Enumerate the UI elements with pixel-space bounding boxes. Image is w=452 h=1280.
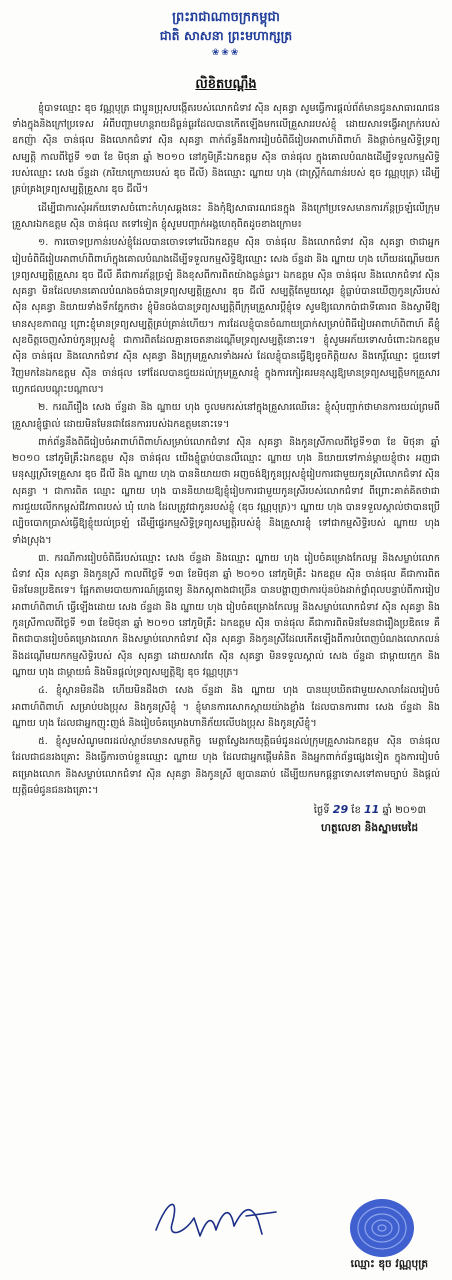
date-year: ២០១៣ <box>395 805 426 817</box>
paragraph-point-2-detail: ពាក់ព័ន្ធនឹងពិធីរៀបចំអាពាហ៍ពិពាហ៍សម្រាប់លោកជំទាវ ស៊ិន សុគន្ធា និងកូនស្រីកាលពីថ្ងៃទី១៣ ខែ មិថុនា ឆ្នាំ ២០១០ នៅភូមិគ្រឹះឯកឧត្តម ស៊ិន ចាន់ផុល យើងខ្ញុំធ្លាប់បានលឺឈ្មោះ ណ្ឋាយ ហុង និយាយទៅកាន់ម្ដាយខ្ញុំថា៖ អញជាមនុស្សស្រីទេគ្រួសារ ឌុច ជីលី និង ណ្ឋាយ ហុង បាននិយាយថា អញចង់ឱ្យកូនប្រុសខ្ញុំរៀបការជាមួយកូនស្រីលោកជំទាវ ស៊ិន សុគន្ធា ។ ជាការពិត ឈ្មោះ ណ្ឋាយ ហុង បាននិយាយឱ្យខ្ញុំរៀបការជាមួយកូនស្រីរបស់លោកជំទាវ ពីព្រោះគាត់គិតថាជាការជួយលើកកម្ពស់ជីវភាពរបស់ ឃុំ ហេង ដែលត្រូវជាកូនរបស់ខ្ញុំ (ឌុច វណ្ណបុត្រ)។ ណ្ឋាយ ហុង បានទទួលស្គាល់ថាបានប្រើល្បិចបោកប្រាស់ធ្វើឱ្យខ្ញុំយល់ច្រឡំ ដើម្បីផ្ទេរកម្មសិទ្ធិទ្រព្យសម្បត្តិរបស់ខ្ញុំ និងគ្រួសារខ្ញុំ ទៅជាកម្មសិទ្ធិរបស់ ណ្ឋាយ ហុង ទាំងស្រុង។ <box>12 436 440 546</box>
paragraph-point-2: ២. ករណីរឿង សេង ច័ន្ទដា និង ណ្ឋាយ ហុង ចូលមករស់នៅក្នុងគ្រួសារឈើនេះ ខ្ញុំសុំបញ្ជាក់ថាមានការយល់ព្រមពីគ្រួសារខ្ញុំផ្ទាល់ ដោយមិនមែនជាផែនការរបស់ឯកឧត្តមនោះទេ។ <box>12 402 440 430</box>
national-motto <box>12 10 440 44</box>
date-line <box>12 803 440 818</box>
date-prefix: ថ្ងៃទី <box>313 805 330 817</box>
month-prefix: ខែ <box>351 805 361 817</box>
paragraph-intro: ខ្ញុំបាទឈ្មោះ ឌុច វណ្ណបុត្រ ជាប្អូនប្រុសបង្កើតរបស់លោកជំទាវ ស៊ិន សុគន្ធា សូមធ្វើការផ្ដល់ព័ត៌មានជូនសាធារណជនទាំងក្នុងនិងក្រៅប្រទេស អំពីបញ្ហាមហន្តរាយដ៏ធ្ងន់ធ្ងរដែលបានកើតឡើងមកលើគ្រួសាររបស់ខ្ញុំ ដោយសារទង្វើអាក្រក់របស់ឧកញ៉ា ស៊ិន ចាន់ផុល និងលោកជំទាវ ស៊ិន សុគន្ធា ពាក់ព័ន្ធនឹងការរៀបចំពិធីរៀបអាពាហ៍ពិពាហ៍ និងផ្ដាច់កម្មសិទ្ធិទ្រព្យសម្បត្តិ កាលពីថ្ងៃទី ១៣ ខែ មិថុនា ឆ្នាំ ២០១០ នៅភូមិគ្រឹះឯកឧត្តម ស៊ិន ចាន់ផុល ក្នុងគោលបំណងដើម្បីទទួលកម្មសិទ្ធិរបស់ឈ្មោះ សេង ច័ន្ទដា (ភរិយាក្រោយរបស់ ឌុច ជីលី) និងឈ្មោះ ណ្ឋាយ ហុង (ជាស្ត្រីកំណាន់របស់ ឌុច វណ្ណបុត្រ) ដើម្បីគ្រប់គ្រងទ្រព្យសម្បត្តិគ្រួសារ ឌុច ជីលី។ <box>12 102 440 196</box>
date-month: 11 <box>364 803 380 817</box>
letter-body <box>12 101 440 799</box>
document-title: លិខិតបណ្ដឹង <box>195 76 257 92</box>
motto-kingdom: ព្រះរាជាណាចក្រកម្ពុជា <box>172 10 280 25</box>
paragraph-point-4: ៤. ខ្ញុំស្ថានមិនដឹង ហើយមិនដឹងថា សេង ច័ន្ទដា និង ណ្ឋាយ ហុង បានឃុបឃិតជាមួយសាលាដែលរៀបចំអាពាហ៍ពិពាហ៍ សម្រាប់បងប្រុស និងកូនស្រីខ្ញុំ ។ ខ្ញុំមានការសោកស្ដាយយ៉ាងខ្លាំង ដែលបានការពារ សេង ច័ន្ទដា និង ណ្ឋាយ ហុង ដែលជាអ្នកញុះញង់ និងរៀបចំគម្រោងហានិភ័យលើបងប្រុស និងកូនស្រីខ្ញុំ។ <box>12 685 440 729</box>
paragraph-point-3: ៣. ករណីការរៀបចំពិធីរបស់ឈ្មោះ សេង ច័ន្ទដា និងឈ្មោះ ណ្ឋាយ ហុង រៀបចំគម្រោងកែលម្អ និងសម្លាប់លោកជំទាវ ស៊ិន សុគន្ធា និងកូនស្រី កាលពីថ្ងៃទី ១៣ ខែមិថុនា ឆ្នាំ ២០១០ នៅភូមិគ្រឹះ ឯកឧត្តម ស៊ិន ចាន់ផុល គឺជាការពិតមិនមែនប្រឌិតទេ។ ផ្អែកតាមរបាយការណ៍គ្រូពេទ្យ និងភស្តុតាងជាច្រើន បានបង្ហាញថាការប៉ុនប៉ងដាក់ថ្នាំពុលបន្ទាប់ពីការរៀបអាពាហ៍ពិពាហ៍ ធ្វើឡើងដោយ សេង ច័ន្ទដា និង ណ្ឋាយ ហុង រៀបចំគម្រោងកែលម្អ និងសម្លាប់លោកជំទាវ ស៊ិន សុគន្ធា និងកូនស្រីកាលពីថ្ងៃទី ១៣ ខែមិថុនា ឆ្នាំ ២០១០ នៅភូមិគ្រឹះ ឯកឧត្តម ស៊ិន ចាន់ផុល គឺជាការពិតមិនមែនជារឿងប្រឌិតទេ គឺពិតជាបានរៀបចំគម្រោងលោក និងសម្លាប់លោកជំទាវ ស៊ិន សុគន្ធា និងកូនស្រីដែលកើតឡើងពីការបំពេញបំណងលោភលន់ និងដណ្ដើមយកកម្មសិទ្ធិរបស់ ស៊ិន សុគន្ធា ដោយសារតែ ស៊ិន សុគន្ធា មិនទទួលស្គាល់ សេង ច័ន្ទដា ជាម្ដាយក្មេក និង ណ្ឋាយ ហុង ជាម្ដាយធំ និងមិនផ្ដល់ទ្រព្យសម្បត្តិឱ្យ ឌុច វណ្ណបុត្រ។ <box>12 552 440 678</box>
signature-caption: ហត្ថលេខា និងស្នាមមេដៃ <box>321 822 418 835</box>
paragraph-point-5: ៥. ខ្ញុំសូមសំណូមពរដល់ស្ថាប័នមានសមត្ថកិច្ច មេត្តាស្វែងរកយុត្តិធម៌ជូនដល់ក្រុមគ្រួសារឯកឧត្តម ស៊ិន ចាន់ផុល ដែលជាជនរងគ្រោះ និងធ្វើការចាប់ខ្លួនឈ្មោះ ណ្ឋាយ ហុង ដែលជាអ្នកផ្ដើមគំនិត និងអ្នកពាក់ព័ន្ធផ្សេងទៀត ក្នុងការរៀបចំគម្រោងលោក និងសម្លាប់លោកជំទាវ ស៊ិន សុគន្ធា និងកូនស្រី ឲ្យបានឆាប់ ដើម្បីយកមកផ្ដន្ទាទោសទៅតាមច្បាប់ និងផ្ដល់យុត្តិធម៌ជូនជនរងគ្រោះ។ <box>12 736 440 797</box>
paragraph-apology: ដើម្បីជាការសុំអភ័យទោសចំពោះកំហុសឆ្គងនេះ និងកុំឱ្យសាធារណជនក្នុង និងក្រៅប្រទេសមានការភ័ន្តច្រឡំលើក្រុមគ្រួសារឯកឧត្តម ស៊ិន ចាន់ផុល តទៅទៀត ខ្ញុំសូមបញ្ជាក់អង្គហេតុពិតដូចខាងក្រោម៖ <box>12 202 440 230</box>
paragraph-point-1: ១. ការចោទប្រកាន់របស់ខ្ញុំដែលបានចោទទៅលើឯកឧត្តម ស៊ិន ចាន់ផុល និងលោកជំទាវ ស៊ិន សុគន្ធា ថាជាអ្នករៀបចំពិធីរៀបអាពាហ៍ពិពាហ៍ក្នុងគោលបំណងដើម្បីទទួលកម្មសិទ្ធិឱ្យឈ្មោះ សេង ច័ន្ទដា និង ណ្ឋាយ ហុង ហើយដណ្ដើមយកទ្រព្យសម្បត្តិគ្រួសារ ឌុច ជីលី គឺជាការភ័ន្តច្រឡំ និងខុសពីការពិតយ៉ាងធ្ងន់ធ្ងរ។ ឯកឧត្តម ស៊ិន ចាន់ផុល និងលោកជំទាវ ស៊ិន សុគន្ធា មិនដែលមានគោលបំណងចង់បានទ្រព្យសម្បត្តិគ្រួសារ ឌុច ជីលី សម្បត្តិតែមួយស្តេរ ខ្ញុំធ្លាប់បានឃើញកូនស្រីរបស់ ស៊ិន សុគន្ធា និយាយទាំងទឹកភ្នែកថា៖ ខ្ញុំមិនចង់បានទ្រព្យសម្បត្តិពីក្រុមគ្រួសារប្ដីខ្ញុំទេ សូមឱ្យលោកប៉ាជាទីគោរព និងស្វាមីឱ្យមានសុខភាពល្អ ព្រោះខ្ញុំមានទ្រព្យសម្បត្តិគ្រប់គ្រាន់ហើយ។ ការដែលខ្ញុំបានចំណាយប្រាក់សម្រាប់ពិធីរៀបអាពាហ៍ពិពាហ៍ គឺខ្ញុំសុខចិត្តចេញសំរាប់កូនប្រុសខ្ញុំ ជាការពិតដែលគ្មានចេតនាដណ្ដើមទ្រព្យសម្បត្តិនោះទេ។ ខ្ញុំសូមអភ័យទោសចំពោះឯកឧត្តម ស៊ិន ចាន់ផុល និងលោកជំទាវ ស៊ិន សុគន្ធា និងក្រុមគ្រួសារទាំងអស់ ដែលខ្ញុំបានធ្វើឱ្យខូចកិត្តិយស និងកេរ្តិ៍ឈ្មោះ ជួយទៅវិញមកនៃឯកឧត្តម ស៊ិន ចាន់ផុល ទៅដែលបានជួយដល់ក្រុមគ្រួសារខ្ញុំ ក្នុងការកៀរគរមនុស្សឱ្យមានទ្រព្យសម្បត្តិមកគ្រួសារ ហ្វេកជលបណ្តុះបណ្ដាល។ <box>12 237 440 395</box>
thumbprint-seal <box>346 1195 418 1261</box>
signer-name: ឈ្មោះ ឌុច វណ្ណបុត្រ <box>350 1258 428 1270</box>
motto-ornament: ❀❀❀ <box>211 47 241 58</box>
motto-nation-religion-king: ជាតិ សាសនា ព្រះមហាក្សត្រ <box>159 28 293 44</box>
date-day: 29 <box>332 803 349 817</box>
handwritten-signature <box>150 1190 280 1250</box>
year-prefix: ឆ្នាំ <box>382 805 393 817</box>
